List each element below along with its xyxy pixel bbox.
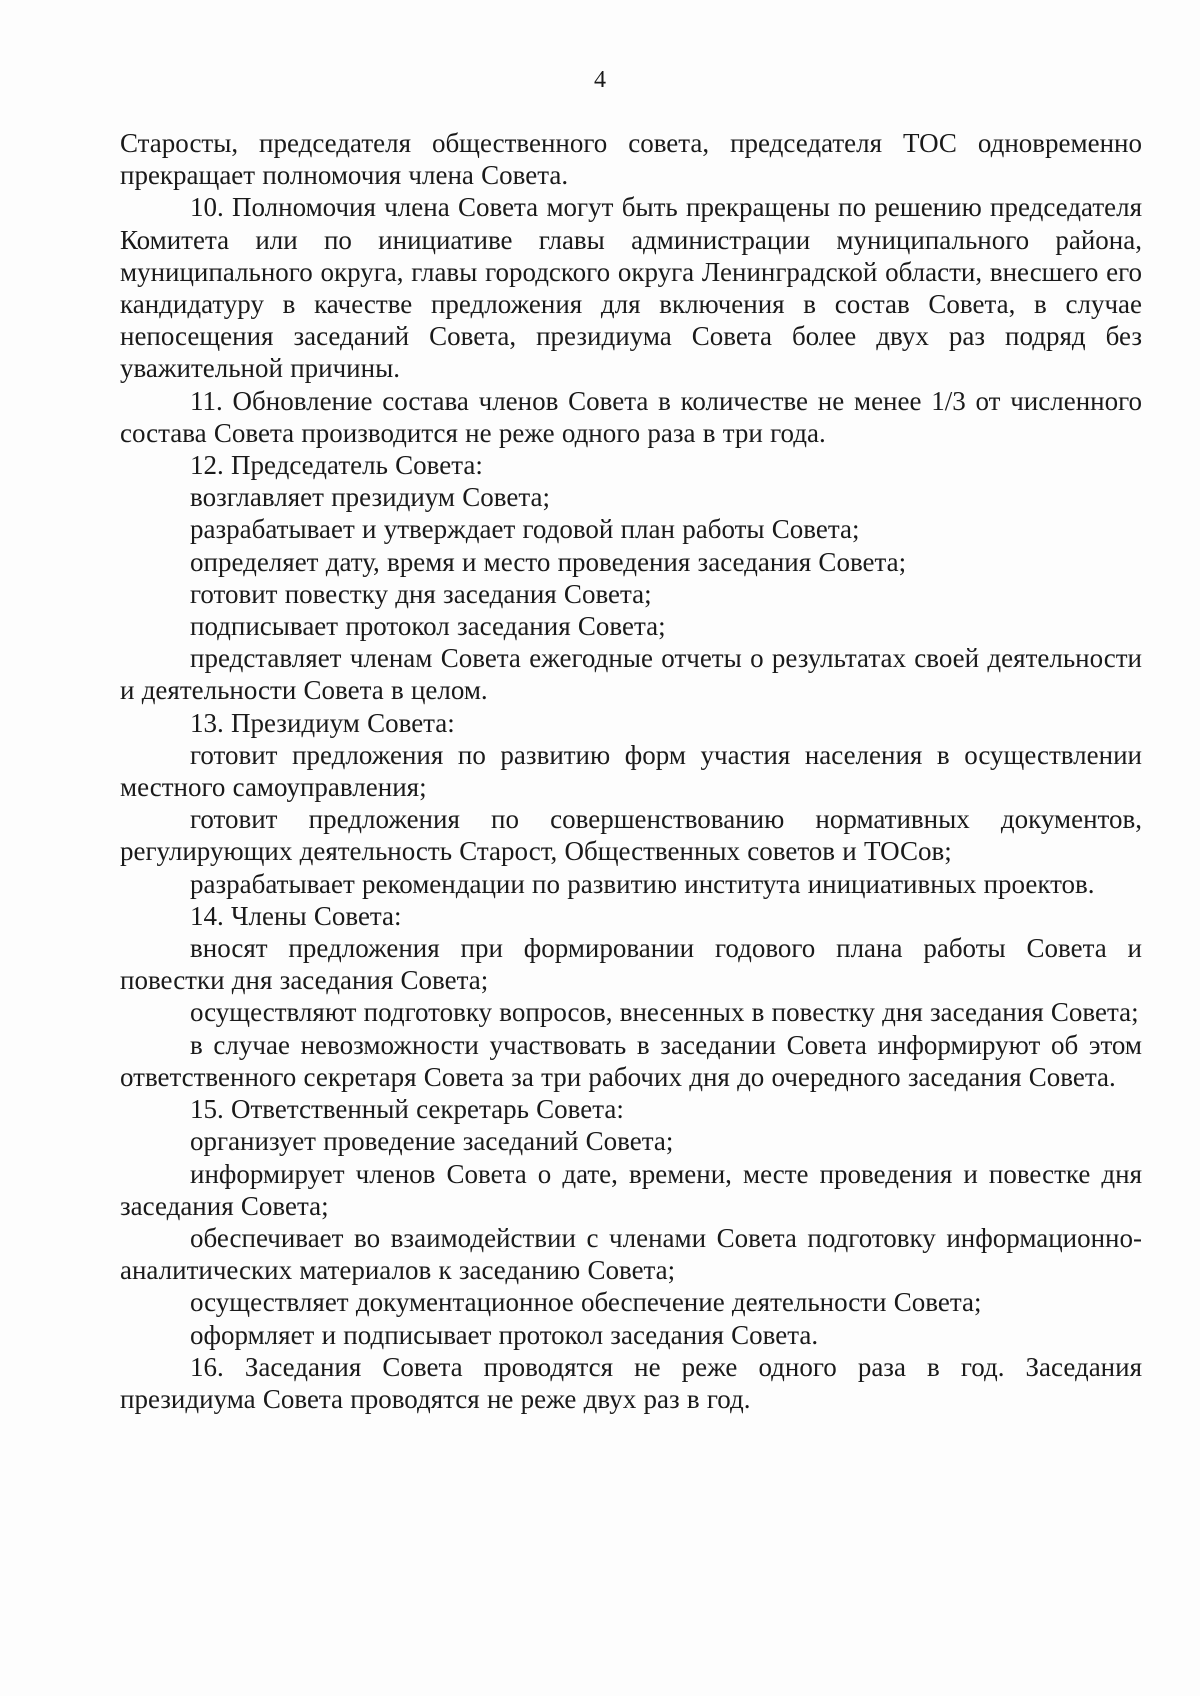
- paragraph-11: готовит предложения по развитию форм участия населения в осуществлении местного самоуправления;: [120, 739, 1142, 803]
- paragraph-18: 15. Ответственный секретарь Совета:: [190, 1094, 624, 1125]
- paragraph-5: разрабатывает и утверждает годовой план работы Совета;: [190, 514, 860, 545]
- paragraph-10: 13. Президиум Совета:: [190, 707, 455, 738]
- paragraph-3: 12. Председатель Совета:: [190, 450, 483, 481]
- paragraph-0: Старосты, председателя общественного совета, председателя ТОС одновременно прекращает полномочия члена Совета.: [120, 128, 1142, 191]
- paragraph-22: осуществляет документационное обеспечение деятельности Совета;: [190, 1287, 982, 1318]
- paragraph-12: готовит предложения по совершенствованию нормативных документов, регулирующих деятельность Старост, Общественных советов и ТОСов;: [120, 804, 1142, 867]
- paragraph-17: в случае невозможности участвовать в заседании Совета информируют об этом ответственного секретаря Совета за три рабочих дня до очередного заседания Совета.: [120, 1029, 1142, 1092]
- paragraph-1: 10. Полномочия члена Совета могут быть прекращены по решению председателя Комитета или по инициативе главы администрации муниципального района, муниципального округа, главы городского округа Ленинградской области, внесшего его кандидатуру в качестве предложения для включения в состав Совета, в случае непосещения заседаний Совета, президиума Совета более двух раз подряд без уважительной причины.: [120, 192, 1142, 384]
- paragraph-21: обеспечивает во взаимодействии с членами Совета подготовку информационно-аналитических материалов к заседанию Совета;: [120, 1222, 1142, 1286]
- paragraph-23: оформляет и подписывает протокол заседания Совета.: [190, 1319, 819, 1350]
- paragraph-19: организует проведение заседаний Совета;: [190, 1126, 674, 1157]
- paragraph-14: 14. Члены Совета:: [190, 900, 402, 931]
- paragraph-2: 11. Обновление состава членов Совета в количестве не менее 1/3 от численного состава Совета производится не реже одного раза в три года.: [120, 385, 1142, 448]
- paragraph-9: представляет членам Совета ежегодные отчеты о результатах своей деятельности и деятельности Совета в целом.: [120, 643, 1142, 706]
- paragraph-13: разрабатывает рекомендации по развитию института инициативных проектов.: [190, 868, 1095, 899]
- page-number: 4: [594, 67, 606, 93]
- paragraph-6: определяет дату, время и место проведения заседания Совета;: [190, 546, 907, 577]
- paragraph-4: возглавляет президиум Совета;: [190, 482, 550, 513]
- paragraph-15: вносят предложения при формировании годового плана работы Совета и повестки дня заседания Совета;: [120, 933, 1142, 996]
- paragraph-24: 16. Заседания Совета проводятся не реже одного раза в год. Заседания президиума Совета проводятся не реже двух раз в год.: [120, 1351, 1142, 1414]
- document-body: [120, 127, 1142, 1415]
- paragraph-20: информирует членов Совета о дате, времени, месте проведения и повестке дня заседания Совета;: [120, 1158, 1142, 1221]
- paragraph-16: осуществляют подготовку вопросов, внесенных в повестку дня заседания Совета;: [190, 997, 1139, 1028]
- paragraph-8: подписывает протокол заседания Совета;: [190, 611, 666, 642]
- paragraph-7: готовит повестку дня заседания Совета;: [190, 578, 652, 609]
